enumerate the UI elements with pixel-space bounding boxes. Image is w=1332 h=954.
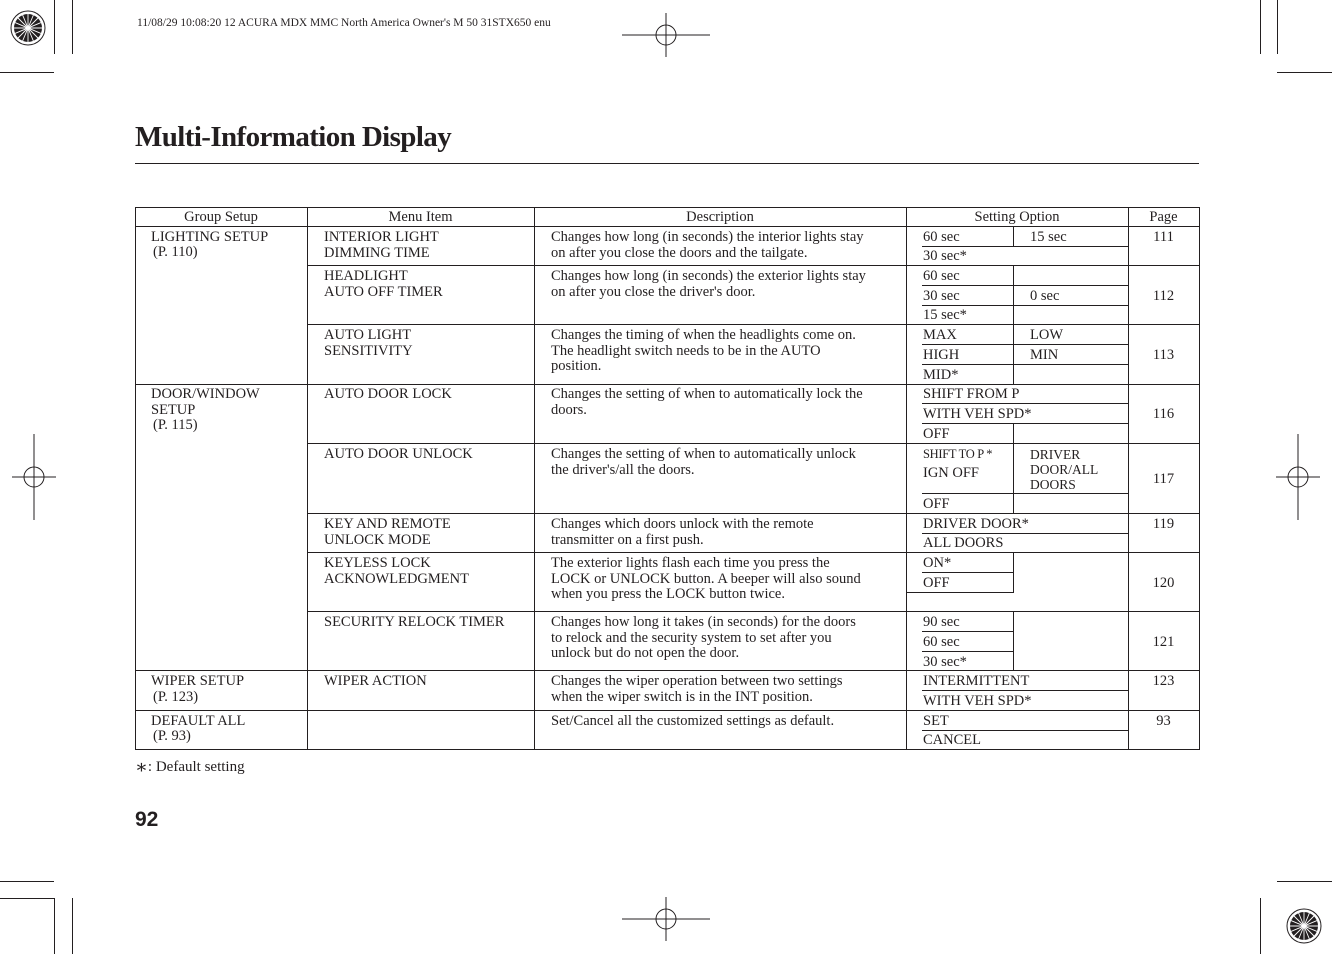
menu-item: KEY AND REMOTE UNLOCK MODE [324,516,451,548]
description: Changes the wiper operation between two settings when the wiper switch is in the INT position. [551,673,843,705]
page-ref: 120 [1152,575,1175,591]
description: Set/Cancel all the customized settings as default. [551,713,835,729]
print-metadata: 11/08/29 10:08:20 12 ACURA MDX MMC North America Owner's M 50 31STX650 enu [137,17,551,29]
setting-option: 30 sec [923,288,960,304]
column-header-description: Description [686,209,754,225]
crop-mark [72,898,73,954]
crop-mark [1260,0,1261,54]
crop-mark [1260,898,1261,954]
group-page-ref: (P. 123) [153,689,199,705]
setting-option: OFF [923,575,950,591]
crop-mark [0,881,54,882]
crop-mark [72,0,73,54]
crop-mark [1277,0,1278,54]
description: The exterior lights flash each time you press the LOCK or UNLOCK button. A beeper will also sound when you press the LOCK button twice. [551,555,861,602]
setting-option: 30 sec* [923,248,967,264]
registration-burst-icon [10,10,46,46]
setting-option: MIN [1030,347,1059,363]
page-title: Multi-Information Display [135,121,452,153]
group-page-ref: (P. 93) [153,728,191,744]
setting-option: SET [923,713,949,729]
setting-option: DRIVER DOOR* [923,516,1029,532]
description: Changes which doors unlock with the remote transmitter on a first push. [551,516,814,548]
setting-option: OFF [923,426,950,442]
menu-item: SECURITY RELOCK TIMER [324,614,505,630]
setting-option: INTERMITTENT [923,673,1030,689]
setting-option: MID* [923,367,959,383]
setting-option: MAX [923,327,957,343]
setting-option: 30 sec* [923,654,967,670]
crop-mark [0,72,54,73]
asterisk-icon: ∗ [135,757,148,778]
page-ref: 111 [1153,229,1174,245]
footnote [135,756,245,779]
menu-item: INTERIOR LIGHT DIMMING TIME [324,229,439,261]
setting-option: HIGH [923,347,960,363]
page-ref: 116 [1152,406,1175,422]
setting-option: 60 sec [923,634,960,650]
setting-option: WITH VEH SPD* [923,406,1032,422]
group-label: LIGHTING SETUP [151,229,269,245]
menu-item: AUTO DOOR LOCK [324,386,452,402]
group-label: WIPER SETUP [151,673,245,689]
setting-option: WITH VEH SPD* [923,693,1032,709]
registration-crosshair-icon [1276,434,1320,520]
menu-item: AUTO LIGHT SENSITIVITY [324,327,413,359]
menu-item: WIPER ACTION [324,673,427,689]
crop-mark [54,0,55,54]
title-divider [135,163,1199,164]
setting-option: 60 sec [923,229,960,245]
group-page-ref: (P. 115) [153,417,198,433]
group-page-ref: (P. 110) [153,244,198,260]
column-header-menu-item: Menu Item [388,209,453,225]
registration-crosshair-icon [622,13,710,57]
registration-burst-icon [1286,908,1322,944]
setting-option: 60 sec [923,268,960,284]
crop-mark [1277,881,1332,882]
description: Changes the setting of when to automatically unlock the driver's/all the doors. [551,446,856,478]
menu-item: HEADLIGHT AUTO OFF TIMER [324,268,443,300]
setting-option: SHIFT FROM P [923,386,1020,402]
setting-option: ON* [923,555,952,571]
page-ref: 112 [1152,288,1175,304]
menu-item: KEYLESS LOCK ACKNOWLEDGMENT [324,555,469,587]
column-header-page: Page [1149,209,1178,225]
column-header-setting-option: Setting Option [974,209,1060,225]
setting-option: OFF [923,496,950,512]
page-ref: 123 [1152,673,1175,689]
setting-option: ALL DOORS [923,535,1004,551]
group-label: DOOR/WINDOW SETUP [151,386,260,418]
setting-option: 90 sec [923,614,960,630]
page-ref: 119 [1152,516,1175,532]
setting-option: 15 sec [1030,229,1067,245]
footnote-text: : Default setting [147,759,245,775]
description: Changes how long it takes (in seconds) for the doors to relock and the security system to set after you unlock but do not open the door. [551,614,856,661]
crop-mark [54,898,55,954]
registration-crosshair-icon [12,434,56,520]
page-ref: 117 [1152,471,1175,487]
setting-option: 15 sec* [923,307,967,323]
menu-item: AUTO DOOR UNLOCK [324,446,473,462]
page-ref: 121 [1152,634,1175,650]
setting-option: IGN OFF [923,465,979,481]
page-number: 92 [135,808,159,831]
group-label: DEFAULT ALL [151,713,246,729]
page-ref: 93 [1156,713,1171,729]
crop-mark [1277,72,1332,73]
description: Changes the timing of when the headlights come on. The headlight switch needs to be in the AUTO position. [551,327,856,374]
registration-crosshair-icon [622,897,710,941]
setting-option: CANCEL [923,732,981,748]
page-ref: 113 [1152,347,1175,363]
crop-mark [0,898,54,899]
description: Changes how long (in seconds) the exterior lights stay on after you close the driver's door. [551,268,866,300]
setting-option: 0 sec [1030,288,1060,304]
setting-option: DRIVER DOOR/ALL DOORS [1030,447,1099,492]
setting-option: SHIFT TO P * [923,447,993,461]
setting-option: LOW [1030,327,1064,343]
description: Changes how long (in seconds) the interior lights stay on after you close the doors and the tailgate. [551,229,864,261]
description: Changes the setting of when to automatically lock the doors. [551,386,863,418]
column-header-group-setup: Group Setup [184,209,258,225]
